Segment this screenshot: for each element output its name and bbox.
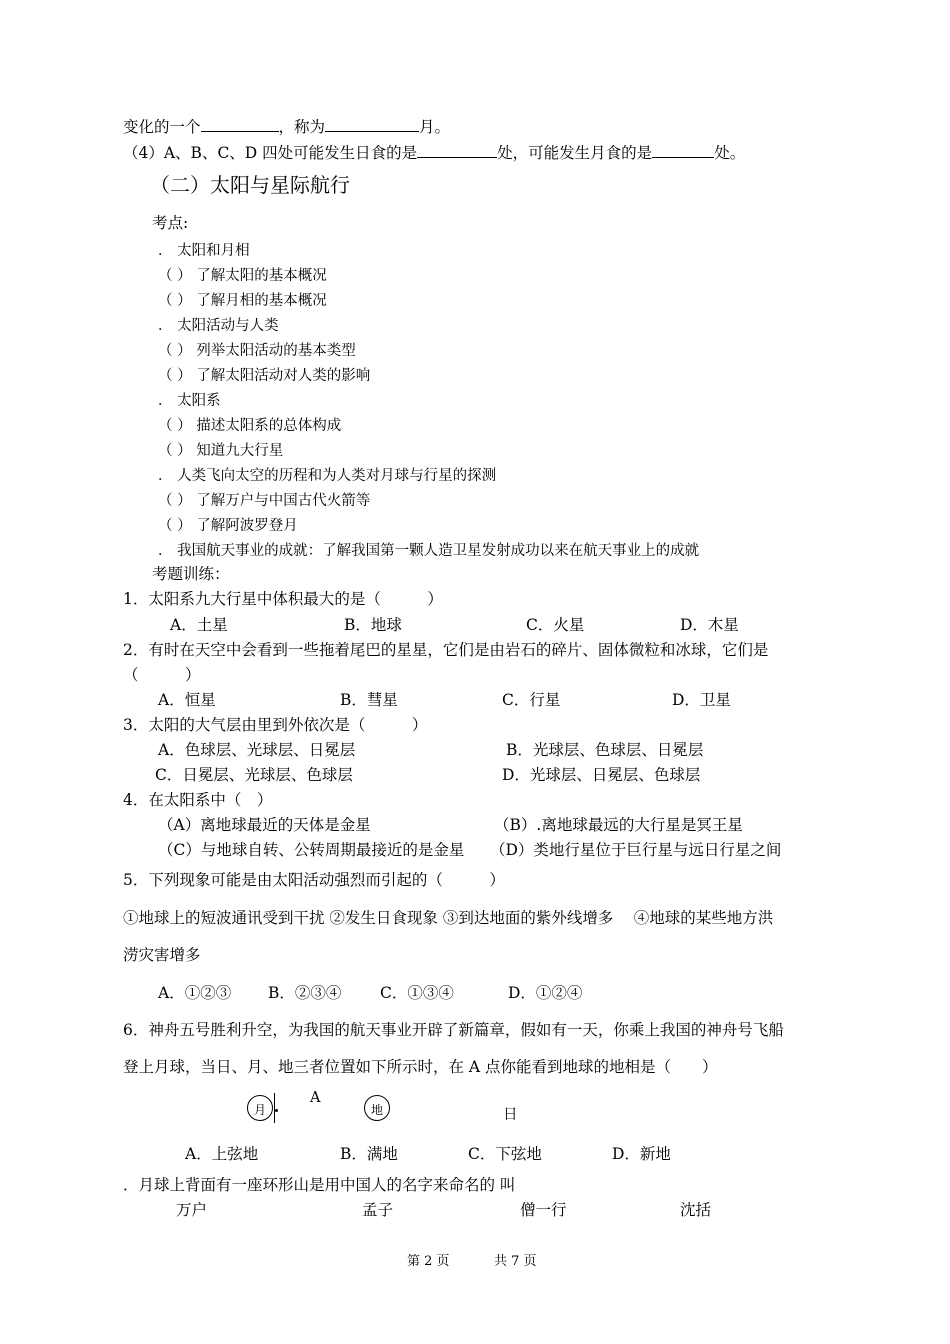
option-a[interactable]: A．色球层、光球层、日冕层 [158, 741, 356, 759]
kaodian-item: （ ） 了解月相的基本概况 [158, 293, 327, 309]
option-a[interactable]: A．①②③ [158, 984, 232, 1002]
kaodian-item: ． 人类飞向太空的历程和为人类对月球与行星的探测 [158, 468, 497, 484]
point-a-label: A [310, 1090, 321, 1106]
option-c[interactable]: （C）与地球自转、公转周期最接近的是金星 [158, 841, 465, 859]
kaodian-item: ． 我国航天事业的成就：了解我国第一颗人造卫星发射成功以来在航天事业上的成就 [158, 543, 700, 559]
option-c[interactable]: C．火星 [526, 616, 585, 634]
question-6-line2: 登上月球，当日、月、地三者位置如下所示时，在 A 点你能看到地球的地相是（ ） [123, 1058, 718, 1076]
kaodian-item: （ ） 列举太阳活动的基本类型 [158, 343, 356, 359]
option-c[interactable]: C．①③④ [380, 984, 454, 1002]
question-3: 3．太阳的大气层由里到外依次是（ ） [123, 716, 428, 734]
fill-line-1: 变化的一个 ，称为 月。 [123, 118, 451, 136]
option-d[interactable]: D．①②④ [508, 984, 583, 1002]
section-title: （二）太阳与星际航行 [150, 173, 350, 197]
kaodian-item: ． 太阳和月相 [158, 243, 250, 259]
earth-circle: 地 [364, 1095, 390, 1121]
answer-blank[interactable] [325, 117, 419, 132]
question-2-paren: （ ） [123, 666, 201, 684]
option-b[interactable]: B．地球 [344, 616, 402, 634]
option-b[interactable]: B．满地 [340, 1145, 398, 1163]
question-5: 5．下列现象可能是由太阳活动强烈而引起的（ ） [123, 871, 505, 889]
question-1: 1．太阳系九大行星中体积最大的是（ ） [123, 590, 443, 608]
option-sengyixing[interactable]: 僧一行 [520, 1201, 567, 1219]
option-a[interactable]: （A）离地球最近的天体是金星 [158, 816, 371, 834]
page-total: 共 7 页 [494, 1254, 537, 1269]
moon-circle: 月 [247, 1095, 273, 1121]
moon-terminator-line [274, 1093, 275, 1123]
option-d[interactable]: （D）类地行星位于巨行星与远日行星之间 [490, 841, 782, 859]
option-c[interactable]: C．下弦地 [468, 1145, 542, 1163]
answer-blank[interactable] [652, 143, 714, 158]
option-c[interactable]: C．行星 [502, 691, 561, 709]
point-a-dot [275, 1109, 278, 1112]
fill-line-2: （4）A、B、C、D 四处可能发生日食的是 处，可能发生月食的是 处。 [123, 144, 746, 162]
kaodian-item: （ ） 了解阿波罗登月 [158, 518, 298, 534]
kaodian-item: （ ） 了解太阳的基本概况 [158, 268, 327, 284]
kaodian-item: ． 太阳活动与人类 [158, 318, 279, 334]
option-wanhu[interactable]: 万户 [176, 1201, 208, 1219]
kaodian-item: （ ） 了解万户与中国古代火箭等 [158, 493, 371, 509]
question-2: 2．有时在天空中会看到一些拖着尾巴的星星，它们是由岩石的碎片、固体微粒和冰球，它们是 [123, 641, 769, 659]
kaodian-item: （ ） 知道九大行星 [158, 443, 284, 459]
option-c[interactable]: C．日冕层、光球层、色球层 [155, 766, 353, 784]
option-a[interactable]: A．上弦地 [185, 1145, 259, 1163]
option-a[interactable]: A．恒星 [158, 691, 216, 709]
question-4: 4．在太阳系中（ ） [123, 791, 273, 809]
option-b[interactable]: （B）.离地球最远的大行星是冥王星 [494, 816, 743, 834]
option-d[interactable]: D．木星 [680, 616, 739, 634]
option-a[interactable]: A．土星 [170, 616, 228, 634]
question-5-line2: ①地球上的短波通讯受到干扰 ②发生日食现象 ③到达地面的紫外线增多 ④地球的某些地方洪 [123, 909, 774, 927]
training-label: 考题训练： [152, 565, 230, 583]
option-d[interactable]: D．光球层、日冕层、色球层 [502, 766, 701, 784]
option-b[interactable]: B．②③④ [268, 984, 342, 1002]
question-5-line3: 涝灾害增多 [123, 946, 201, 964]
kaodian-item: ． 太阳系 [158, 393, 221, 409]
option-mengzi[interactable]: 孟子 [362, 1201, 394, 1219]
sun-moon-earth-diagram [240, 1085, 540, 1125]
option-b[interactable]: B．光球层、色球层、日冕层 [506, 741, 704, 759]
answer-blank[interactable] [417, 143, 497, 158]
answer-blank[interactable] [201, 117, 279, 132]
option-shenkuo[interactable]: 沈括 [680, 1201, 712, 1219]
kaodian-label: 考点: [152, 214, 189, 232]
sun-label: 日 [503, 1107, 518, 1123]
kaodian-item: （ ） 了解太阳活动对人类的影响 [158, 368, 371, 384]
page-number: 第 2 页 [407, 1254, 450, 1269]
option-d[interactable]: D．新地 [612, 1145, 671, 1163]
question-6: 6．神舟五号胜利升空，为我国的航天事业开辟了新篇章，假如有一天，你乘上我国的神舟号飞船 [123, 1021, 784, 1039]
option-b[interactable]: B．彗星 [340, 691, 398, 709]
kaodian-item: （ ） 描述太阳系的总体构成 [158, 418, 342, 434]
question-7: ．月球上背面有一座环形山是用中国人的名字来命名的 叫 [123, 1176, 516, 1194]
option-d[interactable]: D．卫星 [672, 691, 731, 709]
